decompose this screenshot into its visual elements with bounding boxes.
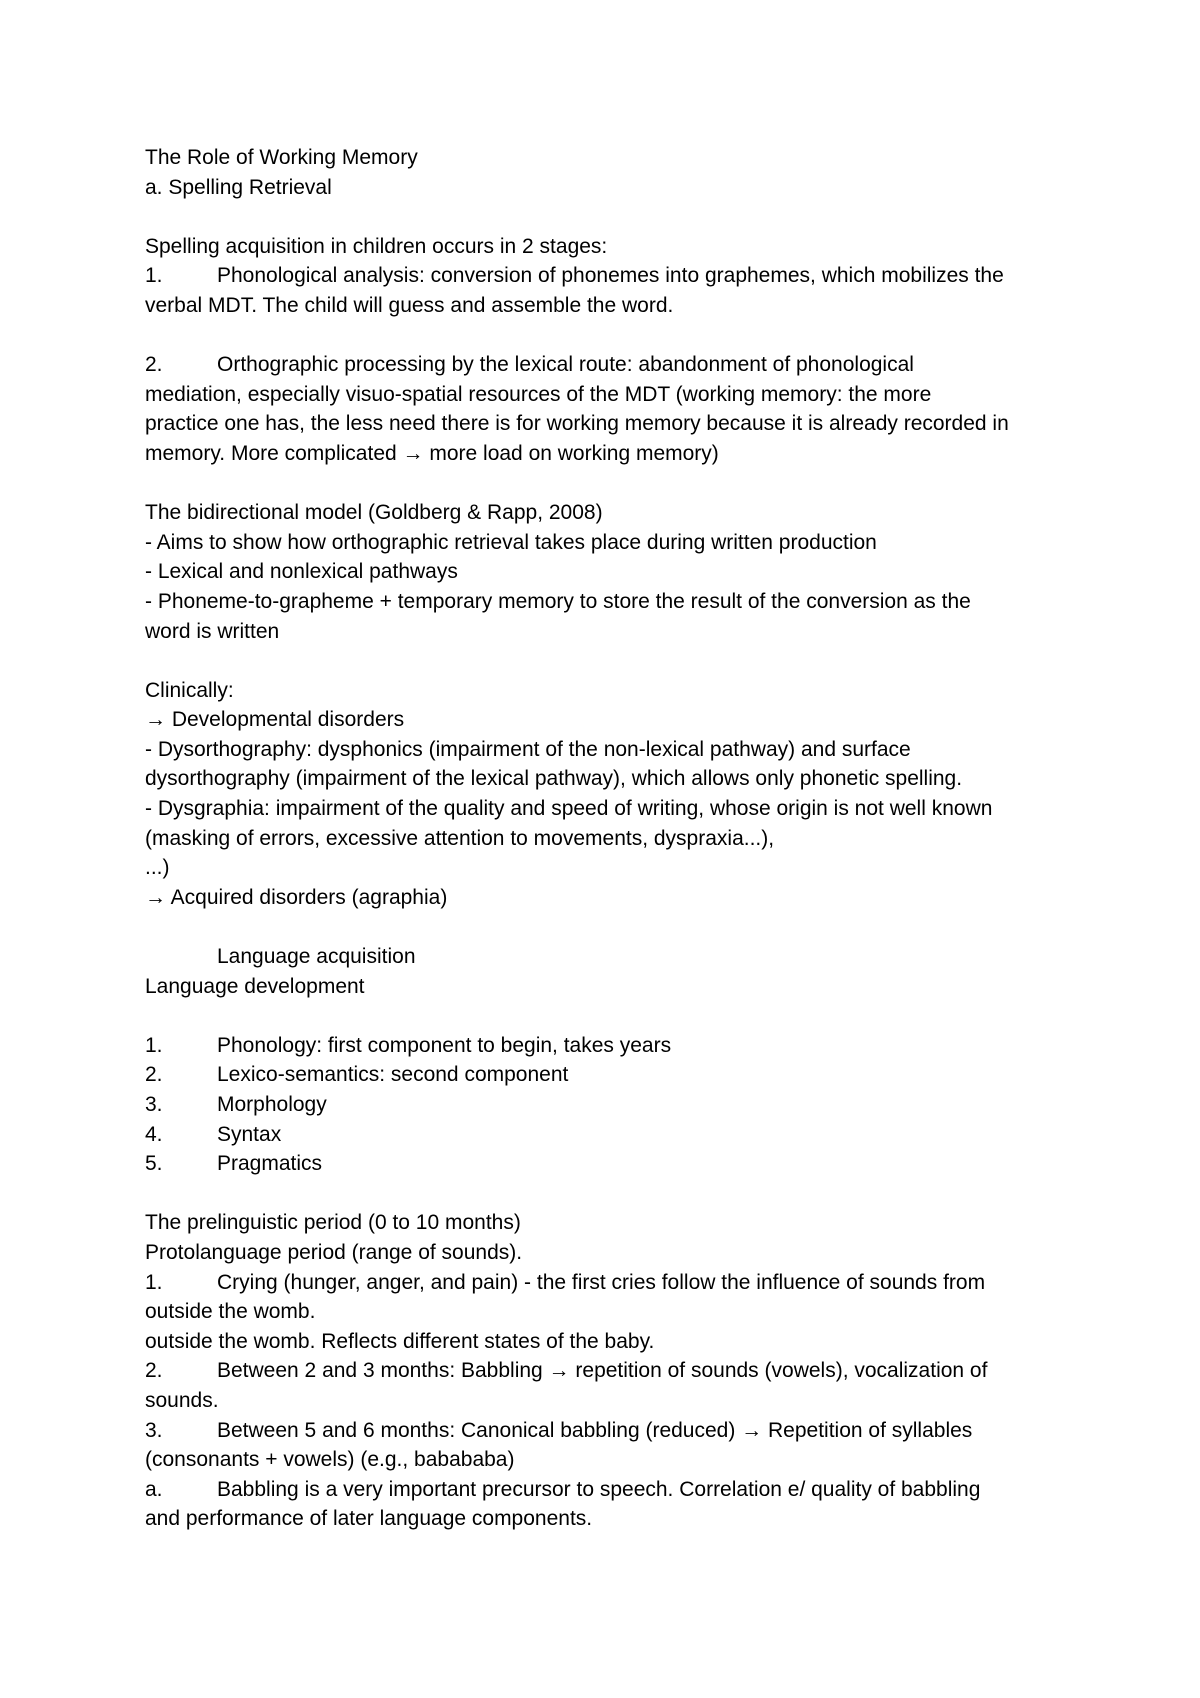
prelinguistic-item-1: [145, 1268, 1065, 1298]
stage-2-text: Orthographic processing by the lexical route: abandonment of phonological: [217, 353, 914, 377]
prelinguistic-item-2-cont: sounds.: [145, 1388, 219, 1412]
component-number: 4.: [145, 1122, 163, 1146]
blank-line: [145, 646, 1065, 676]
prelinguistic-item-3-cont: (consonants + vowels) (e.g., babababa): [145, 1448, 515, 1472]
document-body: [145, 143, 1065, 1534]
blank-line: [145, 912, 1065, 942]
item-number: 1.: [145, 1270, 163, 1294]
bidirectional-heading: The bidirectional model (Goldberg & Rapp, 2008): [145, 501, 603, 525]
component-number: 3.: [145, 1093, 163, 1116]
stage-2-line-1: [145, 350, 1065, 380]
dysgraphia-line-1: - Dysgraphia: impairment of the quality and speed of writing, whose origin is not well known: [145, 797, 993, 821]
component-text: Morphology: [217, 1093, 327, 1116]
stage-1-number: 1.: [145, 264, 163, 288]
blank-line: [145, 1001, 1065, 1031]
stage-2-number: 2.: [145, 353, 163, 377]
item-number: 2.: [145, 1359, 163, 1383]
prelinguistic-item-1-cont: outside the womb.: [145, 1300, 316, 1324]
blank-line: [145, 202, 1065, 232]
bidirectional-bullet-3: - Phoneme-to-grapheme + temporary memory to store the result of the conversion as the: [145, 589, 971, 613]
stage-2-line-3: practice one has, the less need there is for working memory because it is already recorded in: [145, 412, 1009, 436]
dysgraphia-line-2: (masking of errors, excessive attention to movements, dyspraxia...),: [145, 826, 775, 850]
blank-line: [145, 1179, 1065, 1209]
dysorthography-line-1: - Dysorthography: dysphonics (impairment of the non-lexical pathway) and surface: [145, 737, 911, 761]
component-text: Pragmatics: [217, 1152, 323, 1176]
clinically-heading: Clinically:: [145, 678, 234, 702]
bidirectional-bullet-2: - Lexical and nonlexical pathways: [145, 560, 458, 584]
item-text: Between 2 and 3 months: Babbling → repetition of sounds (vowels), vocalization of: [217, 1359, 988, 1383]
stage-1-text: Phonological analysis: conversion of phonemes into graphemes, which mobilizes the: [217, 264, 1004, 288]
stage-2-line-4: memory. More complicated → more load on working memory): [145, 441, 719, 465]
item-text: Between 5 and 6 months: Canonical babbling (reduced) → Repetition of syllables: [217, 1418, 973, 1442]
protolanguage-line: Protolanguage period (range of sounds).: [145, 1240, 523, 1264]
document-title: The Role of Working Memory: [145, 146, 418, 169]
component-item: [145, 1031, 1065, 1061]
component-text: Lexico-semantics: second component: [217, 1063, 569, 1087]
prelinguistic-item-a-cont: and performance of later language components.: [145, 1507, 593, 1531]
acquired-disorders: → Acquired disorders (agraphia): [145, 885, 448, 909]
component-number: 5.: [145, 1152, 163, 1176]
item-number: 3.: [145, 1418, 163, 1442]
prelinguistic-item-3: [145, 1416, 1065, 1446]
item-text: Crying (hunger, anger, and pain) - the first cries follow the influence of sounds from: [217, 1270, 986, 1294]
component-text: Syntax: [217, 1122, 282, 1146]
bidirectional-bullet-1: - Aims to show how orthographic retrieval takes place during written production: [145, 530, 877, 554]
component-item: [145, 1090, 1065, 1120]
prelinguistic-item-2: [145, 1356, 1065, 1386]
language-acquisition-heading: Language acquisition: [217, 945, 416, 969]
bidirectional-bullet-3-cont: word is written: [145, 619, 280, 643]
spelling-intro: Spelling acquisition in children occurs in 2 stages:: [145, 234, 608, 258]
section-heading-spelling-retrieval: a. Spelling Retrieval: [145, 175, 332, 199]
stage-1-line-1: [145, 261, 1065, 291]
item-text: Babbling is a very important precursor to speech. Correlation e/ quality of babbling: [217, 1477, 981, 1501]
component-number: 1.: [145, 1033, 163, 1057]
component-item: [145, 1120, 1065, 1150]
component-item: [145, 1060, 1065, 1090]
prelinguistic-item-a: [145, 1475, 1065, 1505]
component-number: 2.: [145, 1063, 163, 1087]
blank-line: [145, 321, 1065, 351]
prelinguistic-heading: The prelinguistic period (0 to 10 months): [145, 1211, 521, 1235]
developmental-disorders: → Developmental disorders: [145, 708, 405, 732]
component-text: Phonology: first component to begin, takes years: [217, 1033, 672, 1057]
stage-1-line-2: verbal MDT. The child will guess and assemble the word.: [145, 293, 674, 317]
blank-line: [145, 469, 1065, 499]
language-development-heading: Language development: [145, 974, 365, 998]
dysgraphia-line-3: ...): [145, 856, 170, 880]
stage-2-line-2: mediation, especially visuo-spatial resources of the MDT (working memory: the more: [145, 382, 932, 406]
item-letter: a.: [145, 1477, 163, 1501]
dysorthography-line-2: dysorthography (impairment of the lexical pathway), which allows only phonetic spelling.: [145, 767, 963, 791]
component-item: [145, 1149, 1065, 1179]
prelinguistic-item-1-cont: outside the womb. Reflects different states of the baby.: [145, 1329, 655, 1353]
